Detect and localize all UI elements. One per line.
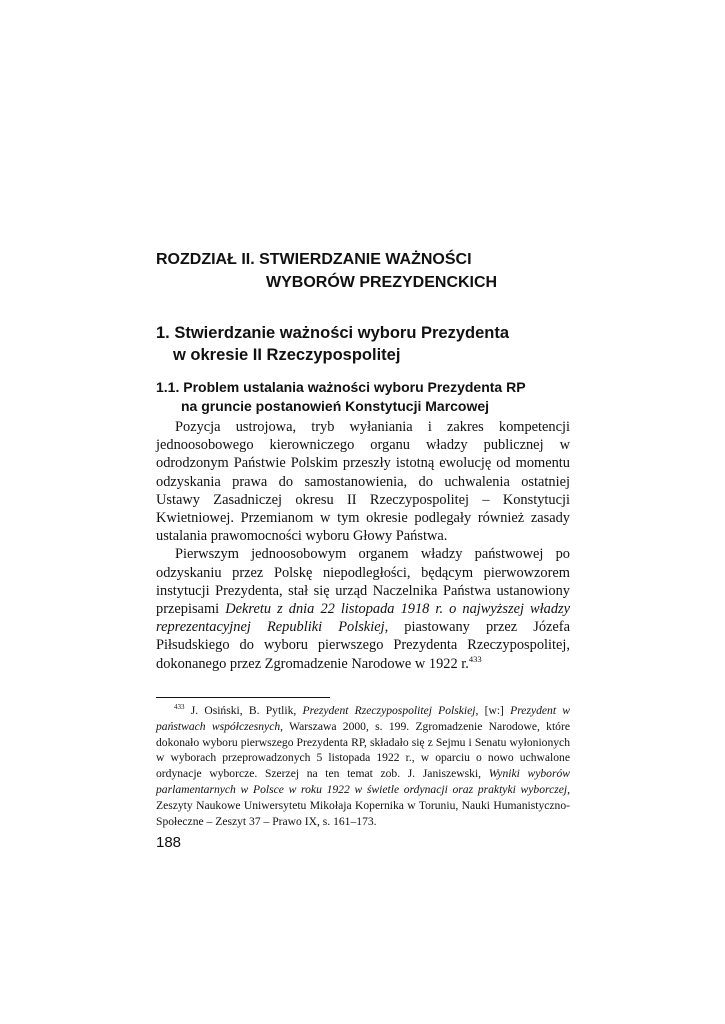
footnote-separator [156, 697, 330, 698]
subsection-heading [156, 378, 576, 416]
footnote-text-3: , Warszawa 2000, s. 199. Zgromadzenie Narodowe, które dokonało wyboru pierwszego Prezydenta RP, składało się z Sejmu i Senatu wyłonionych w wyborach przeprowadzonych 5 listopada 1922 r., w oparciu o nowo uchwalone ordynacje wyborcze. Szerzej na ten temat zob. J. Janiszewski, [156, 719, 570, 781]
footnote-text-2: , [w:] [475, 704, 511, 717]
paragraph-2 [156, 545, 570, 672]
chapter-title-line-2: WYBORÓW PREZYDENCKICH [266, 274, 498, 291]
subsection-heading-line-2: na gruncie postanowień Konstytucji Marcowej [181, 398, 490, 414]
section-heading-line-2: w okresie II Rzeczypospolitej [173, 346, 401, 364]
footnote-text-1: J. Osiński, B. Pytlik, [184, 704, 303, 717]
chapter-title [156, 248, 576, 294]
footnote-text-4: , Zeszyty Naukowe Uniwersytetu Mikołaja Kopernika w Toruniu, Nauki Humanistyczno-Społeczne – Zeszyt 37 – Prawo IX, s. 161–173. [156, 782, 570, 828]
section-heading [156, 322, 576, 366]
chapter-title-line-1: ROZDZIAŁ II. STWIERDZANIE WAŻNOŚCI [156, 251, 472, 268]
decree-title: Dekretu z dnia 22 listopada 1918 r. o najwyższej władzy reprezentacyjnej Republiki Polskiej [156, 601, 571, 636]
footnote-italic-3: Wyniki wyborów parlamentarnych w Polsce w roku 1922 w świetle ordynacji oraz praktyki wyborczej [156, 767, 570, 796]
body-text [156, 418, 570, 673]
footnote-number: 433 [174, 703, 185, 711]
paragraph-2-text-a: Pierwszym jednoosobowym organem władzy państwowej po odzyskaniu przez Polskę niepodległości, będącym pierwowzorem instytucji Prezydenta, stał się urząd Naczelnika Państwa ustanowiony przepisami [156, 546, 570, 618]
paragraph-1: Pozycja ustrojowa, tryb wyłaniania i zakres kompetencji jednoosobowego kierowniczego organu władzy publicznej w odrodzonym Państwie Polskim przeszły istotną ewolucję od momentu odzyskania prawa do samostanowienia, do uchwalenia ostatniej Ustawy Zasadniczej okresu II Rzeczypospolitej – Konstytucji Kwietniowej. Przemianom w tym okresie podlegały również zasady ustalania prawomocności wyboru Głowy Państwa. [156, 419, 570, 545]
paragraph-2-text-b: , piastowany przez Józefa Piłsudskiego do wyboru pierwszego Prezydenta Rzeczypospolitej, dokonanego przez Zgromadzenie Narodowe w 1922 r. [156, 619, 570, 672]
footnote-italic-1: Prezydent Rzeczypospolitej Polskiej [302, 704, 476, 717]
section-heading-line-1: 1. Stwierdzanie ważności wyboru Prezydenta [156, 324, 510, 342]
subsection-heading-line-1: 1.1. Problem ustalania ważności wyboru Prezydenta RP [156, 379, 526, 395]
footnote-reference[interactable]: 433 [468, 653, 482, 664]
page-number: 188 [156, 834, 182, 851]
footnote-italic-2: Prezydent w państwach współczesnych [156, 704, 571, 733]
footnote [156, 703, 570, 829]
